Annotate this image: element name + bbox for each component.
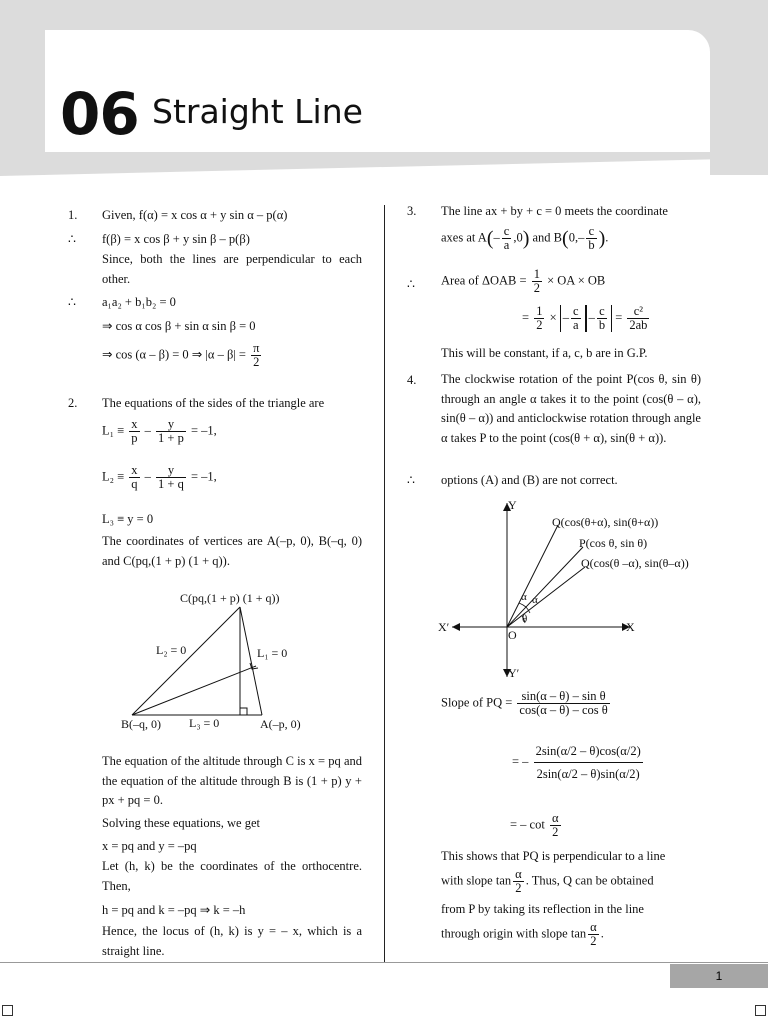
q2-number: 2. (68, 396, 78, 410)
q3-area: Area of ΔOAB = $\frac{1}{2}$ × OA × OB (441, 267, 606, 295)
q2-equation-L2: L₂ ≡ $\frac{x}{q}$ – $\frac{y}{1 + q}$ = –1, (102, 463, 217, 491)
line-L2-label: L₂ = 0 (156, 643, 187, 657)
q4-slope-step-3: = – cot $\frac{\alpha}{2}$ (510, 811, 559, 839)
q1-line-4: a₁a₂ + b₁b₂ = 0 (102, 295, 176, 309)
alpha-label: α (532, 594, 538, 606)
therefore-symbol: ∴ (68, 295, 76, 309)
q4-text: The clockwise rotation of the point P(cos θ, sin θ) through an angle α takes it to the point (cos(θ – α), sin(θ – α)) and anticlockwise rotation through angle α takes P to the point (cos(θ + α), sin(θ + α)). (441, 372, 701, 445)
q1-number: 1. (68, 208, 78, 222)
chapter-title: Straight Line (152, 92, 363, 131)
q4-options: options (A) and (B) are not correct. (441, 473, 618, 487)
q3-number: 3. (407, 204, 417, 218)
footer-rule (0, 962, 768, 963)
q2-solving: Solving these equations, we get (102, 816, 260, 830)
line-L3-label: L₃ = 0 (189, 716, 220, 730)
q1-line-3: Since, both the lines are perpendicular to each other. (102, 252, 362, 286)
x-prime-label: X′ (438, 620, 450, 634)
q1-line-6 (102, 342, 263, 369)
q2-hence: Hence, the locus of (h, k) is y = – x, which is a straight line. (102, 924, 362, 958)
origin-label: O (508, 628, 517, 642)
line-L1-label: L₁ = 0 (257, 646, 288, 660)
page-number: 1 (670, 964, 768, 988)
q1-line-1: Given, f(α) = x cos α + y sin α – p(α) (102, 208, 288, 222)
corner-mark (755, 1005, 766, 1016)
column-divider (384, 205, 385, 962)
q2-let: Let (h, k) be the coordinates of the orthocentre. Then, (102, 859, 362, 893)
q4-conclusion-2: with slope tan $\frac{\alpha}{2}$ . Thus, Q can be obtained (441, 867, 654, 895)
q4-conclusion-3: from P by taking its reflection in the line (441, 902, 644, 916)
y-axis-label: Y (508, 498, 517, 512)
q2-hk: h = pq and k = –pq ⇒ k = –h (102, 903, 246, 917)
q2-equation-L1: L₁ ≡ $\frac{x}{p}$ – $\frac{y}{1 + p}$ = –1, (102, 417, 217, 445)
x-axis-label: X (626, 620, 635, 634)
q3-line-2: axes at A(– $\frac{c}{a}$ ,0) and B(0,– $\frac{c}{b}$ ). (441, 224, 609, 252)
vertex-B-label: B(–q, 0) (121, 717, 161, 731)
chapter-number: 06 (60, 80, 139, 148)
q2-solution: x = pq and y = –pq (102, 839, 197, 853)
q4-conclusion-4: through origin with slope tan $\frac{\alpha}{2}$ . (441, 920, 604, 948)
point-P-label: P(cos θ, sin θ) (579, 536, 648, 550)
q1-line-2: f(β) = x cos β + y sin β – p(β) (102, 232, 250, 246)
q2-altitude: The equation of the altitude through C is x = pq and the equation of the altitude through B is (1 + p) y + px + pq = 0. (102, 754, 362, 807)
q2-equation-L3: L₃ ≡ y = 0 (102, 512, 154, 526)
therefore-symbol: ∴ (407, 277, 415, 291)
point-Q2-label: Q(cos(θ –α), sin(θ–α)) (581, 556, 689, 570)
q4-slope: Slope of PQ = $\frac{\text{sin(α – θ) – sin θ}}{\text{cos(α – θ) – cos θ}}$ (441, 689, 608, 717)
q2-line-1: The equations of the sides of the triangle are (102, 396, 325, 410)
q4-slope-step-2: = – $\frac{2\sin(\alpha/2 - \theta)\cos(\alpha/2)}{2\sin(\alpha/2 - \theta)\sin(\alpha/2)}$ (512, 740, 645, 785)
header-strip (0, 152, 768, 176)
therefore-symbol: ∴ (68, 232, 76, 246)
alpha-label: α (521, 591, 527, 603)
vertex-A-label: A(–p, 0) (260, 717, 301, 731)
q3-area-result: = $\frac{1}{2}$ × – $\frac{c}{a}$ – $\frac{c}{b}$ = $\frac{\text{c²}}{2ab}$ (522, 304, 648, 332)
q1-line-5: ⇒ cos α cos β + sin α sin β = 0 (102, 319, 256, 333)
q1-line-6-text: ⇒ cos (α – β) = 0 ⇒ |α – β| = (102, 347, 246, 362)
q3-line-1: The line ax + by + c = 0 meets the coordinate (441, 204, 668, 218)
q3-constant: This will be constant, if a, c, b are in G.P. (441, 346, 648, 360)
corner-mark (2, 1005, 13, 1016)
y-prime-label: Y′ (508, 666, 520, 680)
fraction: $\frac{\pi}{2}$ (253, 341, 260, 369)
vertex-C-label: C(pq,(1 + p) (1 + q)) (180, 591, 280, 605)
therefore-symbol: ∴ (407, 473, 415, 487)
q4-number: 4. (407, 373, 417, 387)
theta-label: θ (522, 613, 528, 625)
q2-vertices: The coordinates of vertices are A(–p, 0), B(–q, 0) and C(pq,(1 + p) (1 + q)). (102, 534, 362, 568)
point-Q1-label: Q(cos(θ+α), sin(θ+α)) (552, 515, 659, 529)
q4-conclusion-1: This shows that PQ is perpendicular to a line (441, 849, 666, 863)
